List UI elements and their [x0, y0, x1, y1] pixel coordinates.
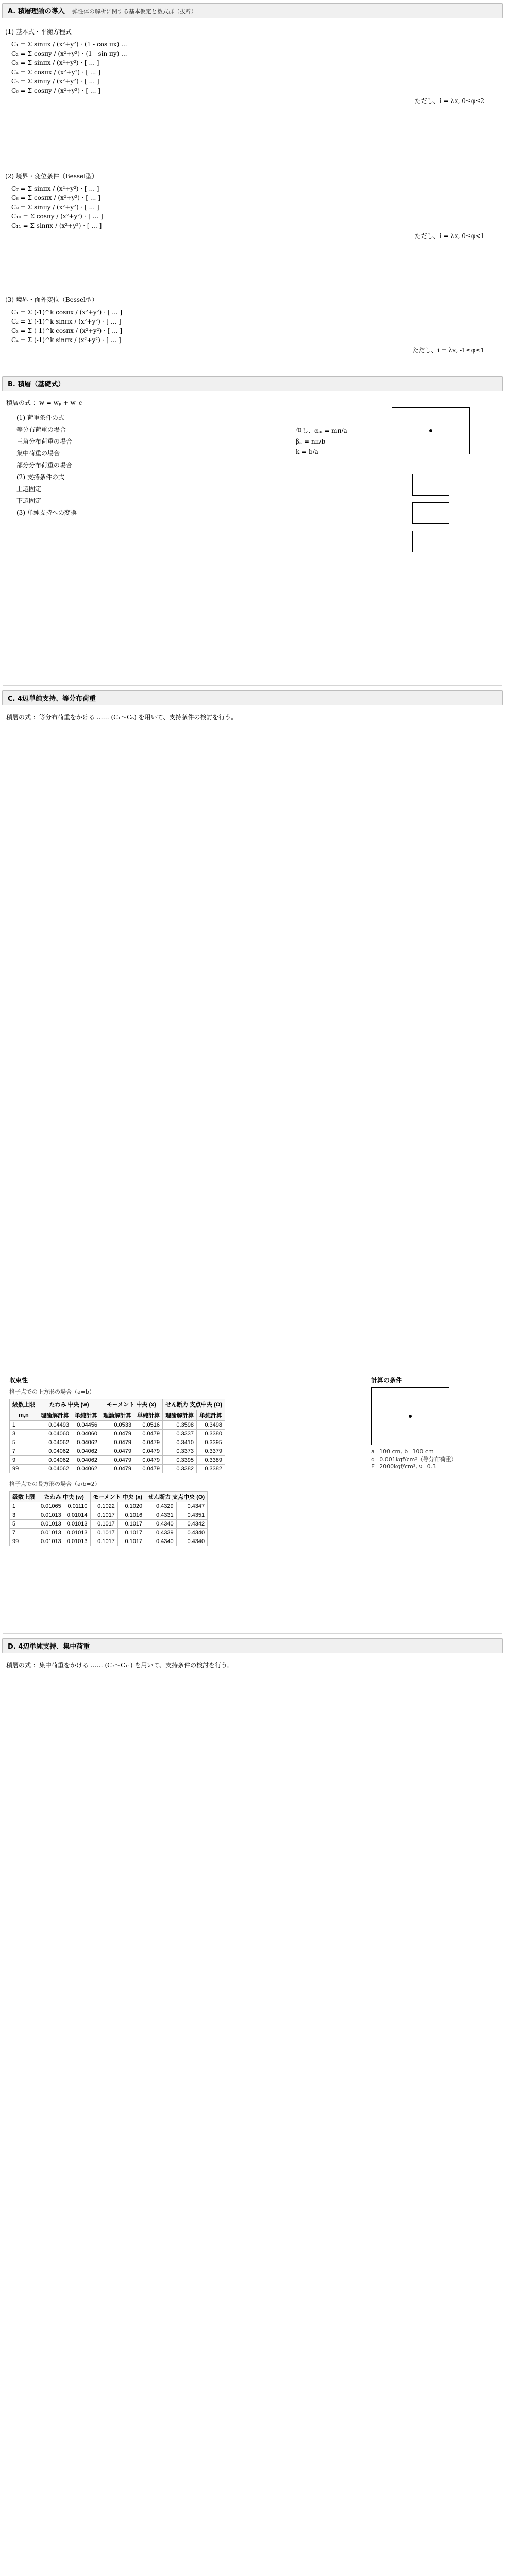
eq-s3-3: C₄ = Σ (-1)^k sinπx / (x²+y²) · [ ... ]	[11, 336, 121, 344]
s4-item-0: (1) 荷重条件の式	[16, 414, 64, 421]
eq-s2-3: C₁₀ = Σ cosπy / (x²+y²) · [ ... ]	[11, 213, 103, 220]
s5-table1-wrap	[9, 1376, 225, 1546]
table-cell: 0.0479	[134, 1465, 163, 1473]
table-cell: 0.0479	[100, 1430, 134, 1438]
s5-calc-diagram	[371, 1387, 449, 1445]
section-1	[0, 26, 505, 106]
s5-load-point-icon	[409, 1415, 412, 1418]
table-cell: 0.04062	[72, 1447, 100, 1456]
table-row	[10, 1465, 225, 1473]
table-cell: 0.3337	[163, 1430, 197, 1438]
table-row	[10, 1430, 225, 1438]
s4-item-3: 集中荷重の場合	[16, 450, 60, 457]
s5-t1-h0: 級数上限	[10, 1399, 38, 1410]
table-cell: 0.3410	[163, 1438, 197, 1447]
eq-s3-2: C₃ = Σ (-1)^k cosπx / (x²+y²) · [ ... ]	[11, 327, 123, 334]
section-4-intro: 積層の式 ：w = wₚ + w_c	[6, 399, 82, 406]
table-cell: 0.1017	[90, 1537, 117, 1546]
table-cell: 0.4340	[176, 1529, 208, 1537]
table-cell: 0.1017	[117, 1529, 145, 1537]
table-cell: 0.01013	[64, 1520, 90, 1529]
table-cell: 0.1017	[117, 1520, 145, 1529]
header-band-title: A. 積層理論の導入	[8, 8, 65, 15]
section-6	[0, 1659, 505, 1671]
section-5-band	[2, 690, 503, 705]
s4-item-6: 上辺固定	[16, 485, 42, 493]
table-cell: 0.3382	[197, 1465, 225, 1473]
s5-t1-sh6: 単純計算	[197, 1410, 225, 1421]
table-cell: 0.01065	[38, 1502, 64, 1511]
table-row	[10, 1421, 225, 1430]
table-cell: 0.4329	[145, 1502, 177, 1511]
s4-right-note-0: 但し、αₘ = mπ/a	[296, 427, 347, 434]
table-cell: 0.0479	[134, 1456, 163, 1465]
table-cell: 9	[10, 1456, 38, 1465]
mini-diagram-3	[412, 531, 449, 552]
table-cell: 0.4340	[176, 1537, 208, 1546]
table-cell: 0.3373	[163, 1447, 197, 1456]
table-cell: 0.04493	[38, 1421, 72, 1430]
s4-right-notes	[289, 425, 355, 457]
s5-table1-body	[10, 1421, 225, 1473]
s5-t2-h0: 級数上限	[10, 1492, 38, 1502]
table-cell: 0.01013	[38, 1537, 64, 1546]
eq-s2-4: C₁₁ = Σ sinπx / (x²+y²) · [ ... ]	[11, 222, 102, 229]
s5-t1-sh5: 理論解計算	[163, 1410, 197, 1421]
table-cell: 0.04062	[72, 1456, 100, 1465]
table-cell: 0.0479	[100, 1438, 134, 1447]
s5-calc-line-1: q=0.001kgf/cm²（等分布荷重）	[371, 1456, 457, 1463]
section-6-intro: 積層の式 ：集中荷重をかける …… (C₇〜C₁₁) を用いて、支持条件の検討を行う。	[6, 1662, 234, 1669]
table-cell: 0.3380	[197, 1430, 225, 1438]
section-4-band	[2, 376, 503, 391]
table-cell: 0.4331	[145, 1511, 177, 1520]
section-2-title: (2) 境界・変位条件（Bessel型）	[5, 173, 98, 180]
table-cell: 0.01013	[38, 1520, 64, 1529]
table-row	[10, 1511, 208, 1520]
table-cell: 0.0479	[134, 1447, 163, 1456]
table-cell: 0.01013	[38, 1511, 64, 1520]
table-row	[10, 1502, 208, 1511]
table-cell: 0.0479	[100, 1447, 134, 1456]
s5-t1-h5: せん断力 支点中央 (O)	[163, 1399, 225, 1410]
s5-t1-sh2: 単純計算	[72, 1410, 100, 1421]
table-cell: 0.04062	[38, 1447, 72, 1456]
table-cell: 3	[10, 1430, 38, 1438]
s5-t1-sh1: 理論解計算	[38, 1410, 72, 1421]
s5-table1-title: 収束性	[9, 1377, 28, 1384]
table-cell: 7	[10, 1447, 38, 1456]
table-cell: 0.1017	[117, 1537, 145, 1546]
separator-3	[3, 1633, 502, 1634]
table-cell: 0.04060	[38, 1430, 72, 1438]
section-4-title: B. 積層（基礎式）	[8, 381, 65, 388]
table-cell: 5	[10, 1520, 38, 1529]
section-1-title: (1) 基本式・平衡方程式	[5, 28, 72, 36]
separator-2	[3, 685, 502, 686]
s5-calc-line-2: E=2000kgf/cm², ν=0.3	[371, 1463, 436, 1470]
mini-diagram-1	[412, 474, 449, 496]
table-row	[10, 1456, 225, 1465]
table-cell: 7	[10, 1529, 38, 1537]
note-s3: ただし、i = λx, -1≤φ≤1	[412, 347, 484, 354]
s4-item-7: 下辺固定	[16, 497, 42, 504]
table-cell: 0.4351	[176, 1511, 208, 1520]
table-cell: 99	[10, 1465, 38, 1473]
section-3	[0, 294, 505, 355]
s5-t1-h1: たわみ 中央 (w)	[38, 1399, 100, 1410]
table-cell: 0.0533	[100, 1421, 134, 1430]
s5-table2	[9, 1491, 208, 1546]
table-cell: 0.0479	[134, 1438, 163, 1447]
header-band-text: 弾性体の解析に関する基本仮定と数式群（抜粋）	[72, 8, 197, 15]
table-cell: 0.0479	[100, 1465, 134, 1473]
s5-t2-h3: モーメント 中央 (x)	[90, 1492, 145, 1502]
eq-s1-4: C₅ = Σ sinπy / (x²+y²) · [ ... ]	[11, 78, 99, 85]
s4-right-note-1: βₙ = nπ/b	[296, 438, 326, 445]
eq-s1-1: C₂ = Σ cosπy / (x²+y²) · (1 - sin πy) ...	[11, 50, 127, 57]
table-cell: 3	[10, 1511, 38, 1520]
eq-s1-2: C₃ = Σ sinπx / (x²+y²) · [ ... ]	[11, 59, 99, 66]
s5-t2-h5: せん断力 支点中央 (O)	[145, 1492, 208, 1502]
plate-diagram	[392, 407, 470, 454]
s5-calc-line-0: a=100 cm, b=100 cm	[371, 1448, 434, 1455]
table-cell: 0.0479	[100, 1456, 134, 1465]
table-cell: 0.1016	[117, 1511, 145, 1520]
table-cell: 0.3498	[197, 1421, 225, 1430]
table-cell: 0.01013	[38, 1529, 64, 1537]
table-cell: 5	[10, 1438, 38, 1447]
table-cell: 0.04456	[72, 1421, 100, 1430]
table-cell: 0.1020	[117, 1502, 145, 1511]
table-cell: 0.3389	[197, 1456, 225, 1465]
s5-table2-subtitle: 格子点での長方形の場合（a/b=2）	[9, 1481, 100, 1487]
eq-s3-1: C₂ = Σ (-1)^k sinπx / (x²+y²) · [ ... ]	[11, 318, 121, 325]
table-cell: 0.01014	[64, 1511, 90, 1520]
note-s2: ただし、i = λx, 0≤φ<1	[414, 232, 484, 240]
table-cell: 0.0516	[134, 1421, 163, 1430]
table-row	[10, 1438, 225, 1447]
header-band	[2, 3, 503, 18]
table-cell: 0.4347	[176, 1502, 208, 1511]
eq-s1-3: C₄ = Σ cosπx / (x²+y²) · [ ... ]	[11, 69, 100, 76]
s4-item-5: (2) 支持条件の式	[16, 473, 64, 481]
table-row	[10, 1537, 208, 1546]
s4-right-note-2: k = b/a	[296, 448, 318, 455]
s5-t1-sh0: m,n	[10, 1410, 38, 1421]
table-cell: 0.3395	[197, 1438, 225, 1447]
eq-s2-2: C₉ = Σ sinπy / (x²+y²) · [ ... ]	[11, 204, 99, 211]
s4-item-2: 三角分布荷重の場合	[16, 438, 73, 445]
table-cell: 0.3382	[163, 1465, 197, 1473]
s5-t1-sh4: 単純計算	[134, 1410, 163, 1421]
table-row	[10, 1529, 208, 1537]
table-row	[10, 1520, 208, 1529]
table-cell: 0.1017	[90, 1520, 117, 1529]
s5-t1-sh3: 理論解計算	[100, 1410, 134, 1421]
eq-s2-1: C₈ = Σ cosπx / (x²+y²) · [ ... ]	[11, 194, 100, 201]
s5-table1	[9, 1399, 225, 1473]
table-row	[10, 1447, 225, 1456]
table-cell: 0.3395	[163, 1456, 197, 1465]
section-5-intro: 積層の式 ：等分布荷重をかける …… (C₁〜C₆) を用いて、支持条件の検討を行う。	[6, 714, 238, 721]
eq-s3-0: C₁ = Σ (-1)^k cosπx / (x²+y²) · [ ... ]	[11, 309, 123, 316]
table-cell: 0.3598	[163, 1421, 197, 1430]
table-cell: 0.4339	[145, 1529, 177, 1537]
table-cell: 0.1017	[90, 1511, 117, 1520]
note-s1: ただし、i = λx, 0≤φ≤2	[414, 97, 484, 105]
table-cell: 99	[10, 1537, 38, 1546]
table-cell: 1	[10, 1421, 38, 1430]
table-cell: 0.01013	[64, 1537, 90, 1546]
s5-table2-body	[10, 1502, 208, 1546]
table-cell: 0.1017	[90, 1529, 117, 1537]
s5-table1-subtitle: 格子点での正方形の場合（a=b）	[9, 1388, 95, 1395]
section-5-title: C. 4辺単純支持、等分布荷重	[8, 695, 96, 703]
eq-s2-0: C₇ = Σ sinπx / (x²+y²) · [ ... ]	[11, 185, 99, 192]
mini-diagram-2	[412, 502, 449, 524]
load-point-icon	[429, 429, 432, 432]
s4-item-1: 等分布荷重の場合	[16, 426, 66, 433]
table-cell: 0.04062	[38, 1465, 72, 1473]
section-3-title: (3) 境界・面外変位（Bessel型）	[5, 296, 98, 303]
table-cell: 0.04062	[72, 1438, 100, 1447]
table-cell: 1	[10, 1502, 38, 1511]
table-cell: 0.4340	[145, 1537, 177, 1546]
eq-s1-5: C₆ = Σ cosπy / (x²+y²) · [ ... ]	[11, 87, 100, 94]
table-cell: 0.04062	[38, 1438, 72, 1447]
s4-item-8: (3) 単純支持への変換	[16, 509, 77, 516]
table-cell: 0.01013	[64, 1529, 90, 1537]
section-5	[0, 711, 505, 723]
eq-s1-0: C₁ = Σ sinπx / (x²+y²) · (1 - cos πx) ...	[11, 41, 127, 48]
s5-t2-h1: たわみ 中央 (w)	[38, 1492, 91, 1502]
table-cell: 0.04062	[38, 1456, 72, 1465]
table-cell: 0.01110	[64, 1502, 90, 1511]
s5-t1-h3: モーメント 中央 (x)	[100, 1399, 163, 1410]
table-cell: 0.1022	[90, 1502, 117, 1511]
section-6-band	[2, 1638, 503, 1653]
section-6-title: D. 4辺単純支持、集中荷重	[8, 1643, 90, 1651]
s5-calc-cond	[371, 1376, 495, 1470]
s5-calc-title: 計算の条件	[371, 1377, 402, 1384]
s4-item-4: 部分分布荷重の場合	[16, 462, 73, 469]
table-cell: 0.04062	[72, 1465, 100, 1473]
section-2	[0, 170, 505, 241]
table-cell: 0.0479	[134, 1430, 163, 1438]
table-cell: 0.4340	[145, 1520, 177, 1529]
table-cell: 0.4342	[176, 1520, 208, 1529]
table-cell: 0.04060	[72, 1430, 100, 1438]
section-4	[0, 397, 505, 518]
table-cell: 0.3379	[197, 1447, 225, 1456]
